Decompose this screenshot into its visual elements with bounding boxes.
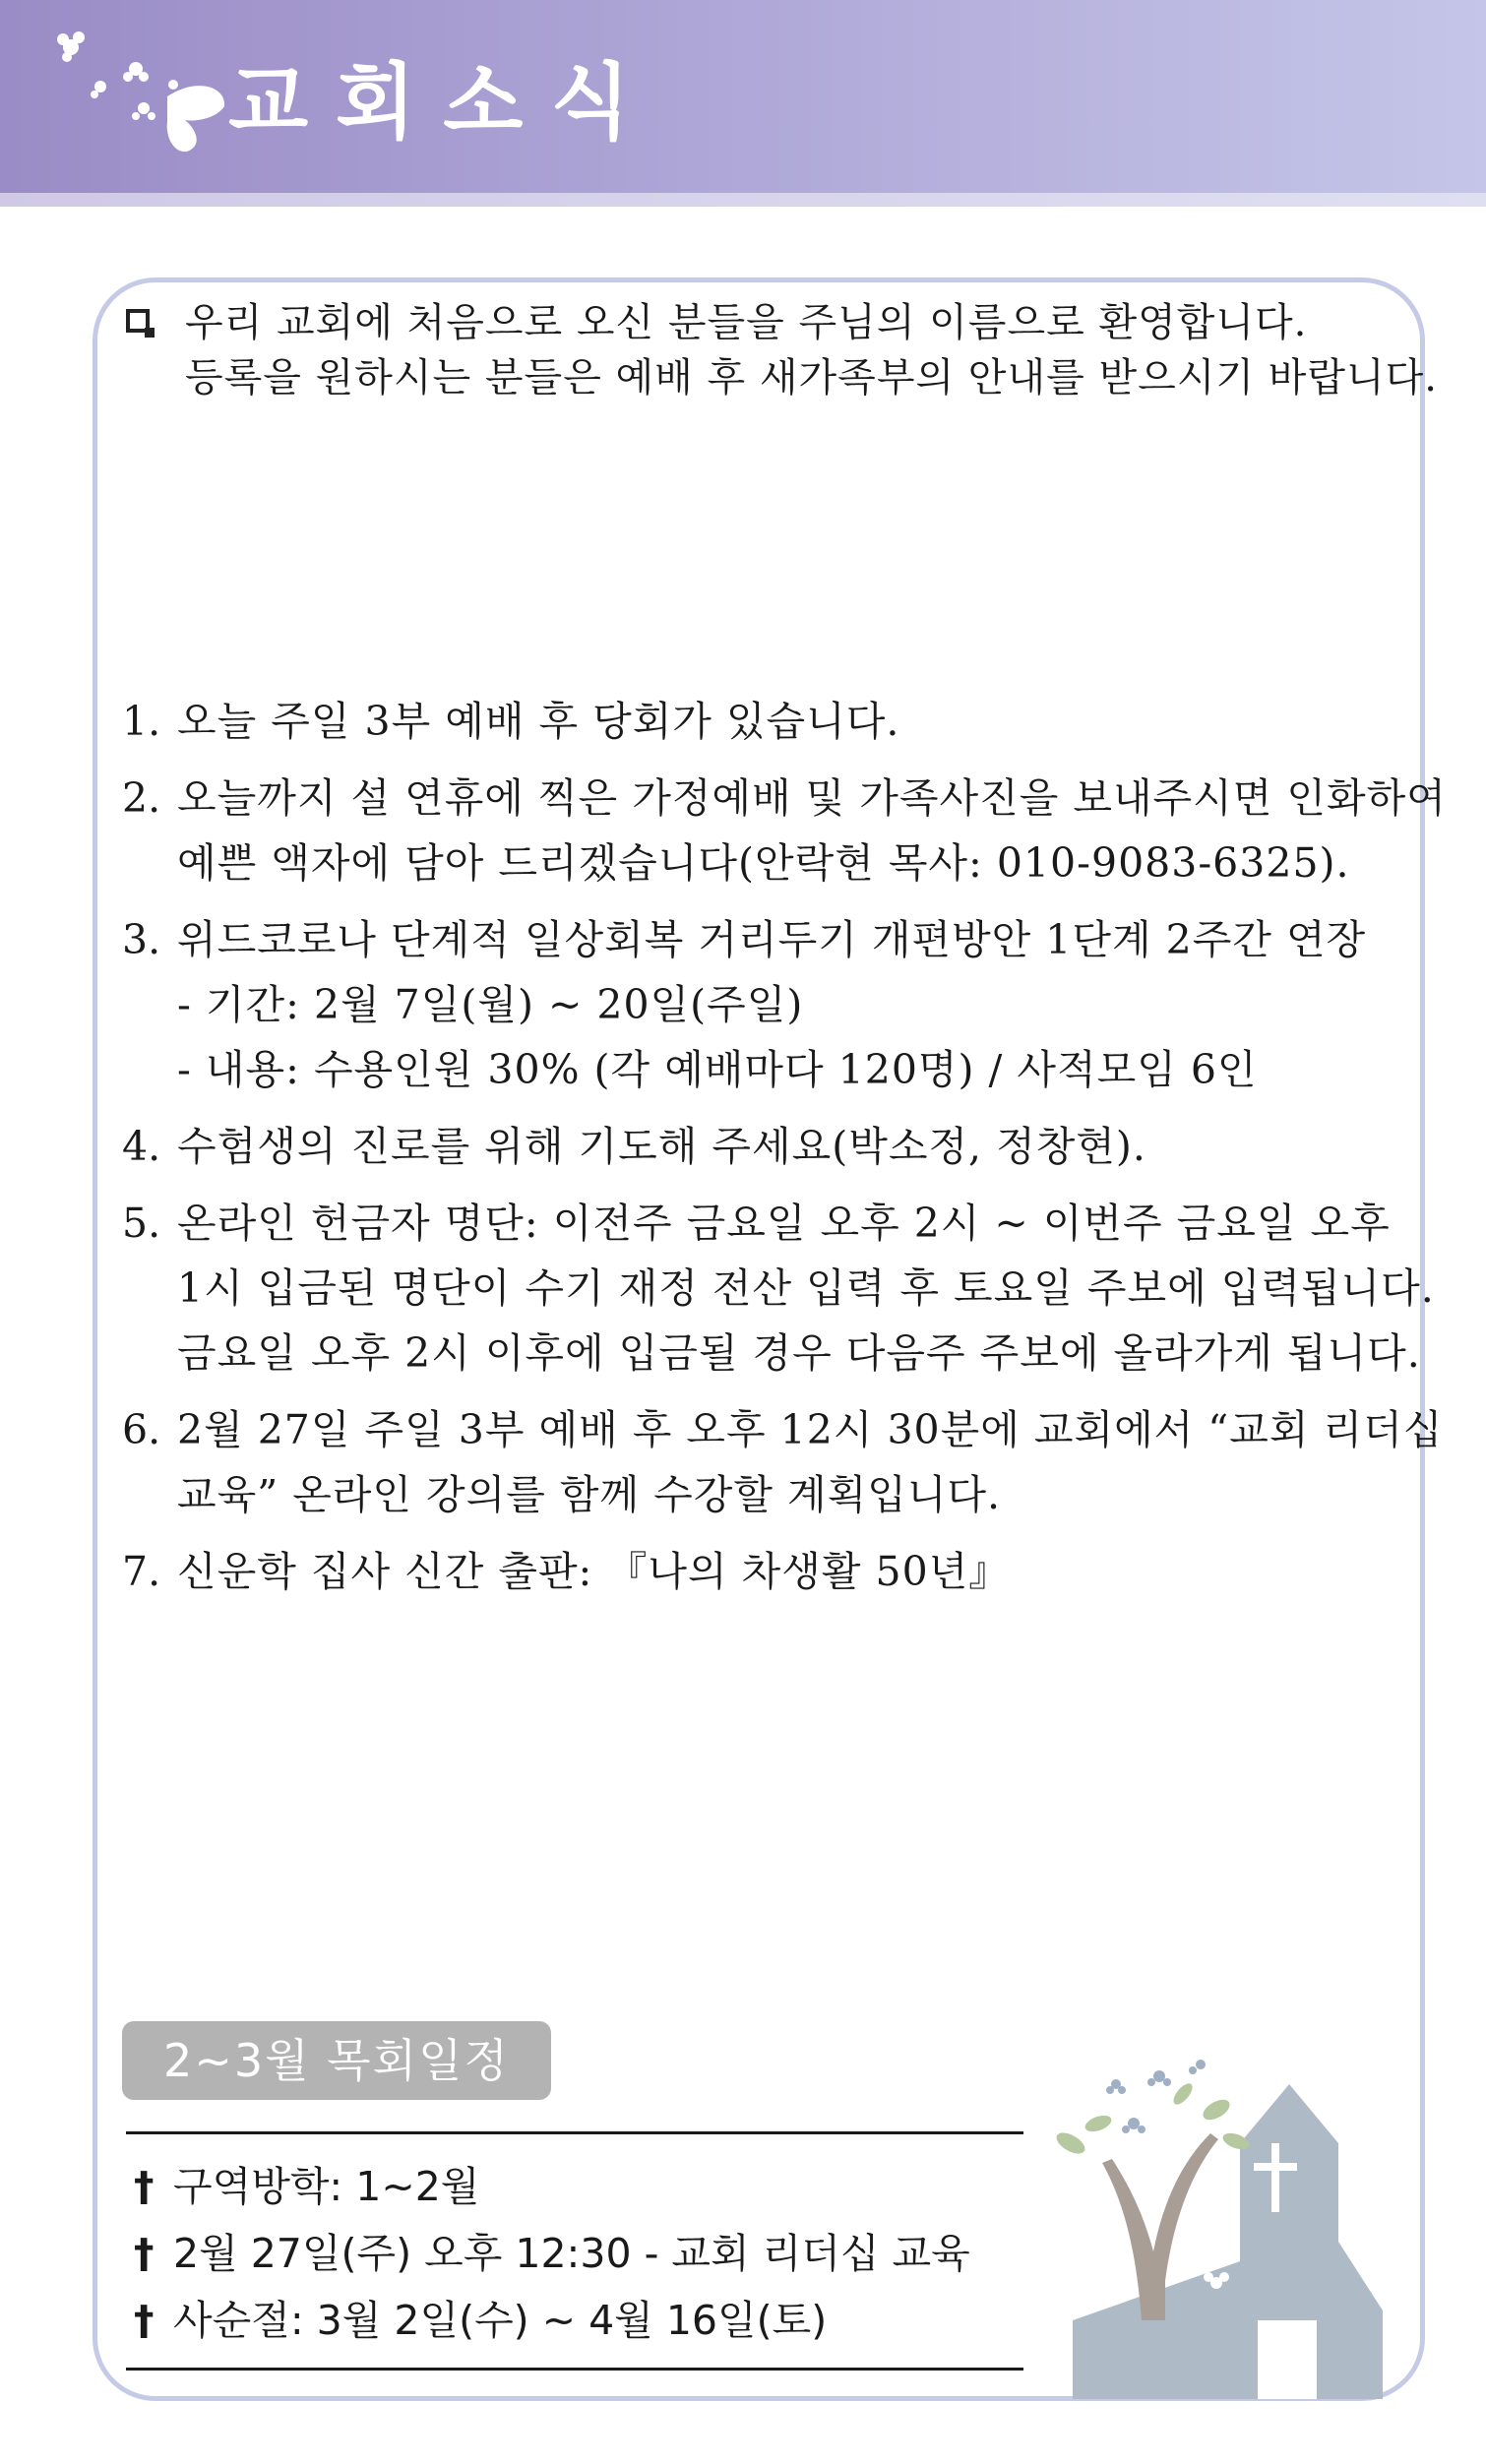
notice-line: 1시 입금된 명단이 수기 재정 전산 입력 후 토요일 주보에 입력됩니다. — [177, 1264, 1435, 1312]
header-banner — [0, 0, 1486, 193]
welcome-section — [126, 295, 1438, 405]
notice-line: 금요일 오후 2시 이후에 입금될 경우 다음주 주보에 올라가게 됩니다. — [177, 1329, 1421, 1377]
schedule-item — [134, 2287, 970, 2354]
notice-item — [122, 907, 1401, 1102]
notice-item — [122, 1191, 1435, 1386]
notice-number: 3. — [122, 916, 161, 963]
schedule-item-text: 2월 27일(주) 오후 12:30 - 교회 리더십 교육 — [173, 2230, 970, 2277]
notice-line: 위드코로나 단계적 일상회복 거리두기 개편방안 1단계 2주간 연장 — [177, 916, 1367, 963]
notice-number: 6. — [122, 1406, 161, 1453]
schedule-item — [134, 2153, 970, 2220]
notice-line: 오늘까지 설 연휴에 찍은 가정예배 및 가족사진을 보내주시면 인화하여 — [177, 774, 1447, 822]
notice-line: - 내용: 수용인원 30% (각 예배마다 120명) / 사적모임 6인 — [177, 1046, 1258, 1093]
notice-line: 예쁜 액자에 담아 드리겠습니다(안락현 목사: 010-9083-6325). — [177, 839, 1350, 887]
notice-number: 2. — [122, 774, 161, 822]
butterfly-sparkles-icon — [49, 28, 236, 165]
notice-number: 7. — [122, 1548, 161, 1595]
header-divider — [0, 193, 1486, 207]
welcome-line: 등록을 원하시는 분들은 예배 후 새가족부의 안내를 받으시기 바랍니다. — [185, 355, 1438, 400]
cross-icon: † — [134, 2230, 155, 2277]
schedule-list — [134, 2153, 970, 2354]
notice-number: 4. — [122, 1123, 161, 1170]
schedule-item-text: 구역방학: 1~2월 — [173, 2163, 480, 2210]
notice-line: 수험생의 진로를 위해 기도해 주세요(박소정, 정창현). — [177, 1123, 1146, 1170]
notice-number: 1. — [122, 698, 161, 745]
notice-item — [122, 1397, 1444, 1527]
notice-item — [122, 1114, 1401, 1179]
notice-line: 신운학 집사 신간 출판: 『나의 차생활 50년』 — [177, 1548, 1011, 1595]
notice-line: - 기간: 2월 7일(월) ~ 20일(주일) — [177, 981, 804, 1028]
notice-line: 온라인 헌금자 명단: 이전주 금요일 오후 2시 ~ 이번주 금요일 오후 — [177, 1200, 1391, 1247]
page-title: 교회소식 — [228, 54, 658, 151]
schedule-item-text: 사순절: 3월 2일(수) ~ 4월 16일(토) — [173, 2297, 828, 2344]
notice-item — [122, 1539, 1401, 1604]
notice-item — [122, 766, 1447, 895]
cross-icon: † — [134, 2297, 155, 2344]
church-tree-icon — [1043, 2025, 1397, 2399]
notice-line: 2월 27일 주일 3부 예배 후 오후 12시 30분에 교회에서 “교회 리더십 — [177, 1406, 1444, 1453]
schedule-item — [134, 2220, 970, 2287]
notice-line: 교육” 온라인 강의를 함께 수강할 계획입니다. — [177, 1471, 1002, 1518]
cross-icon: † — [134, 2163, 155, 2210]
notice-number: 5. — [122, 1200, 161, 1247]
schedule-title-badge: 2~3월 목회일정 — [122, 2021, 551, 2100]
notice-item — [122, 689, 1401, 754]
welcome-line: 우리 교회에 처음으로 오신 분들을 주님의 이름으로 환영합니다. — [185, 300, 1308, 345]
notice-line: 오늘 주일 3부 예배 후 당회가 있습니다. — [177, 698, 900, 745]
checkbox-square-icon — [126, 309, 150, 333]
notice-list — [122, 689, 1447, 1616]
schedule-divider-bottom — [126, 2368, 1023, 2371]
schedule-divider-top — [126, 2131, 1023, 2134]
